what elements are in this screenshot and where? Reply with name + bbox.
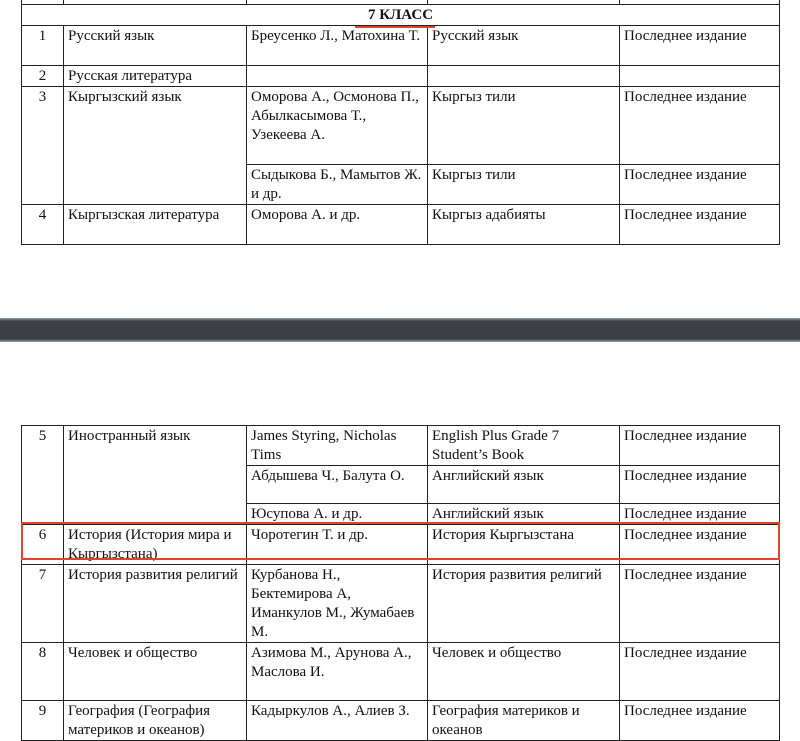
row-number: 4 [22, 205, 64, 245]
edition-cell: Последнее издание [620, 26, 780, 66]
subject-cell: Русский язык [64, 26, 247, 66]
author-cell [247, 66, 428, 87]
row-number: 2 [22, 66, 64, 87]
table-row [22, 701, 780, 741]
title-cell: Кыргыз адабияты [428, 205, 620, 245]
row-number: 9 [22, 701, 64, 741]
document-page-bottom [0, 342, 800, 740]
author-cell: Оморова А. и др. [247, 205, 428, 245]
subject-cell: Человек и общество [64, 643, 247, 701]
subject-cell: История развития религий [64, 565, 247, 643]
table-row [22, 426, 780, 466]
edition-cell: Последнее издание [620, 525, 780, 565]
page-separator [0, 318, 800, 342]
edition-cell: Последнее издание [620, 426, 780, 466]
row-number: 7 [22, 565, 64, 643]
table-row [22, 26, 780, 66]
row-number: 6 [22, 525, 64, 565]
grade-title: 7 КЛАСС [22, 5, 780, 26]
title-cell: География материков и океанов [428, 701, 620, 741]
subject-cell: Кыргызский язык [64, 87, 247, 205]
subject-cell: Иностранный язык [64, 426, 247, 525]
edition-cell: Последнее издание [620, 565, 780, 643]
table-row [22, 66, 780, 87]
author-cell: Азимова М., Арунова А., Маслова И. [247, 643, 428, 701]
red-underline-annotation [355, 26, 435, 28]
title-cell: История Кыргызстана [428, 525, 620, 565]
author-cell: Бреусенко Л., Матохина Т. [247, 26, 428, 66]
edition-cell: Последнее издание [620, 165, 780, 205]
edition-cell: Последнее издание [620, 87, 780, 165]
grade-header-row [22, 5, 780, 26]
author-cell: Юсупова А. и др. [247, 504, 428, 525]
row-number: 8 [22, 643, 64, 701]
edition-cell: Последнее издание [620, 643, 780, 701]
textbook-table-grade-7-part2 [21, 425, 780, 741]
subject-cell: Кыргызская литература [64, 205, 247, 245]
edition-cell [620, 66, 780, 87]
document-page-top [0, 0, 800, 318]
subject-cell: Русская литература [64, 66, 247, 87]
author-cell: Оморова А., Осмонова П., Абылкасымова Т., Узекеева А. [247, 87, 428, 165]
author-cell: Абдышева Ч., Балута О. [247, 466, 428, 504]
title-cell: English Plus Grade 7 Student’s Book [428, 426, 620, 466]
author-cell: James Styring, Nicholas Tims [247, 426, 428, 466]
edition-cell: Последнее издание [620, 205, 780, 245]
author-cell: Чоротегин Т. и др. [247, 525, 428, 565]
subject-cell: География (География материков и океанов) [64, 701, 247, 741]
subject-cell: История (История мира и Кыргызстана) [64, 525, 247, 565]
row-number: 5 [22, 426, 64, 525]
row-number: 3 [22, 87, 64, 205]
table-row [22, 643, 780, 701]
table-row-highlighted [22, 525, 780, 565]
textbook-table-grade-7-part1 [21, 0, 780, 245]
title-cell: Английский язык [428, 466, 620, 504]
table-row [22, 87, 780, 165]
title-cell: История развития религий [428, 565, 620, 643]
row-number: 1 [22, 26, 64, 66]
title-cell: Человек и общество [428, 643, 620, 701]
title-cell: Кыргыз тили [428, 87, 620, 165]
edition-cell: Последнее издание [620, 504, 780, 525]
author-cell: Сыдыкова Б., Мамытов Ж. и др. [247, 165, 428, 205]
title-cell: Русский язык [428, 26, 620, 66]
author-cell: Курбанова Н., Бектемирова А, Иманкулов М., Жумабаев М. [247, 565, 428, 643]
edition-cell: Последнее издание [620, 701, 780, 741]
title-cell: Английский язык [428, 504, 620, 525]
table-row [22, 205, 780, 245]
title-cell: Кыргыз тили [428, 165, 620, 205]
author-cell: Кадыркулов А., Алиев З. [247, 701, 428, 741]
table-row [22, 565, 780, 643]
title-cell [428, 66, 620, 87]
edition-cell: Последнее издание [620, 466, 780, 504]
